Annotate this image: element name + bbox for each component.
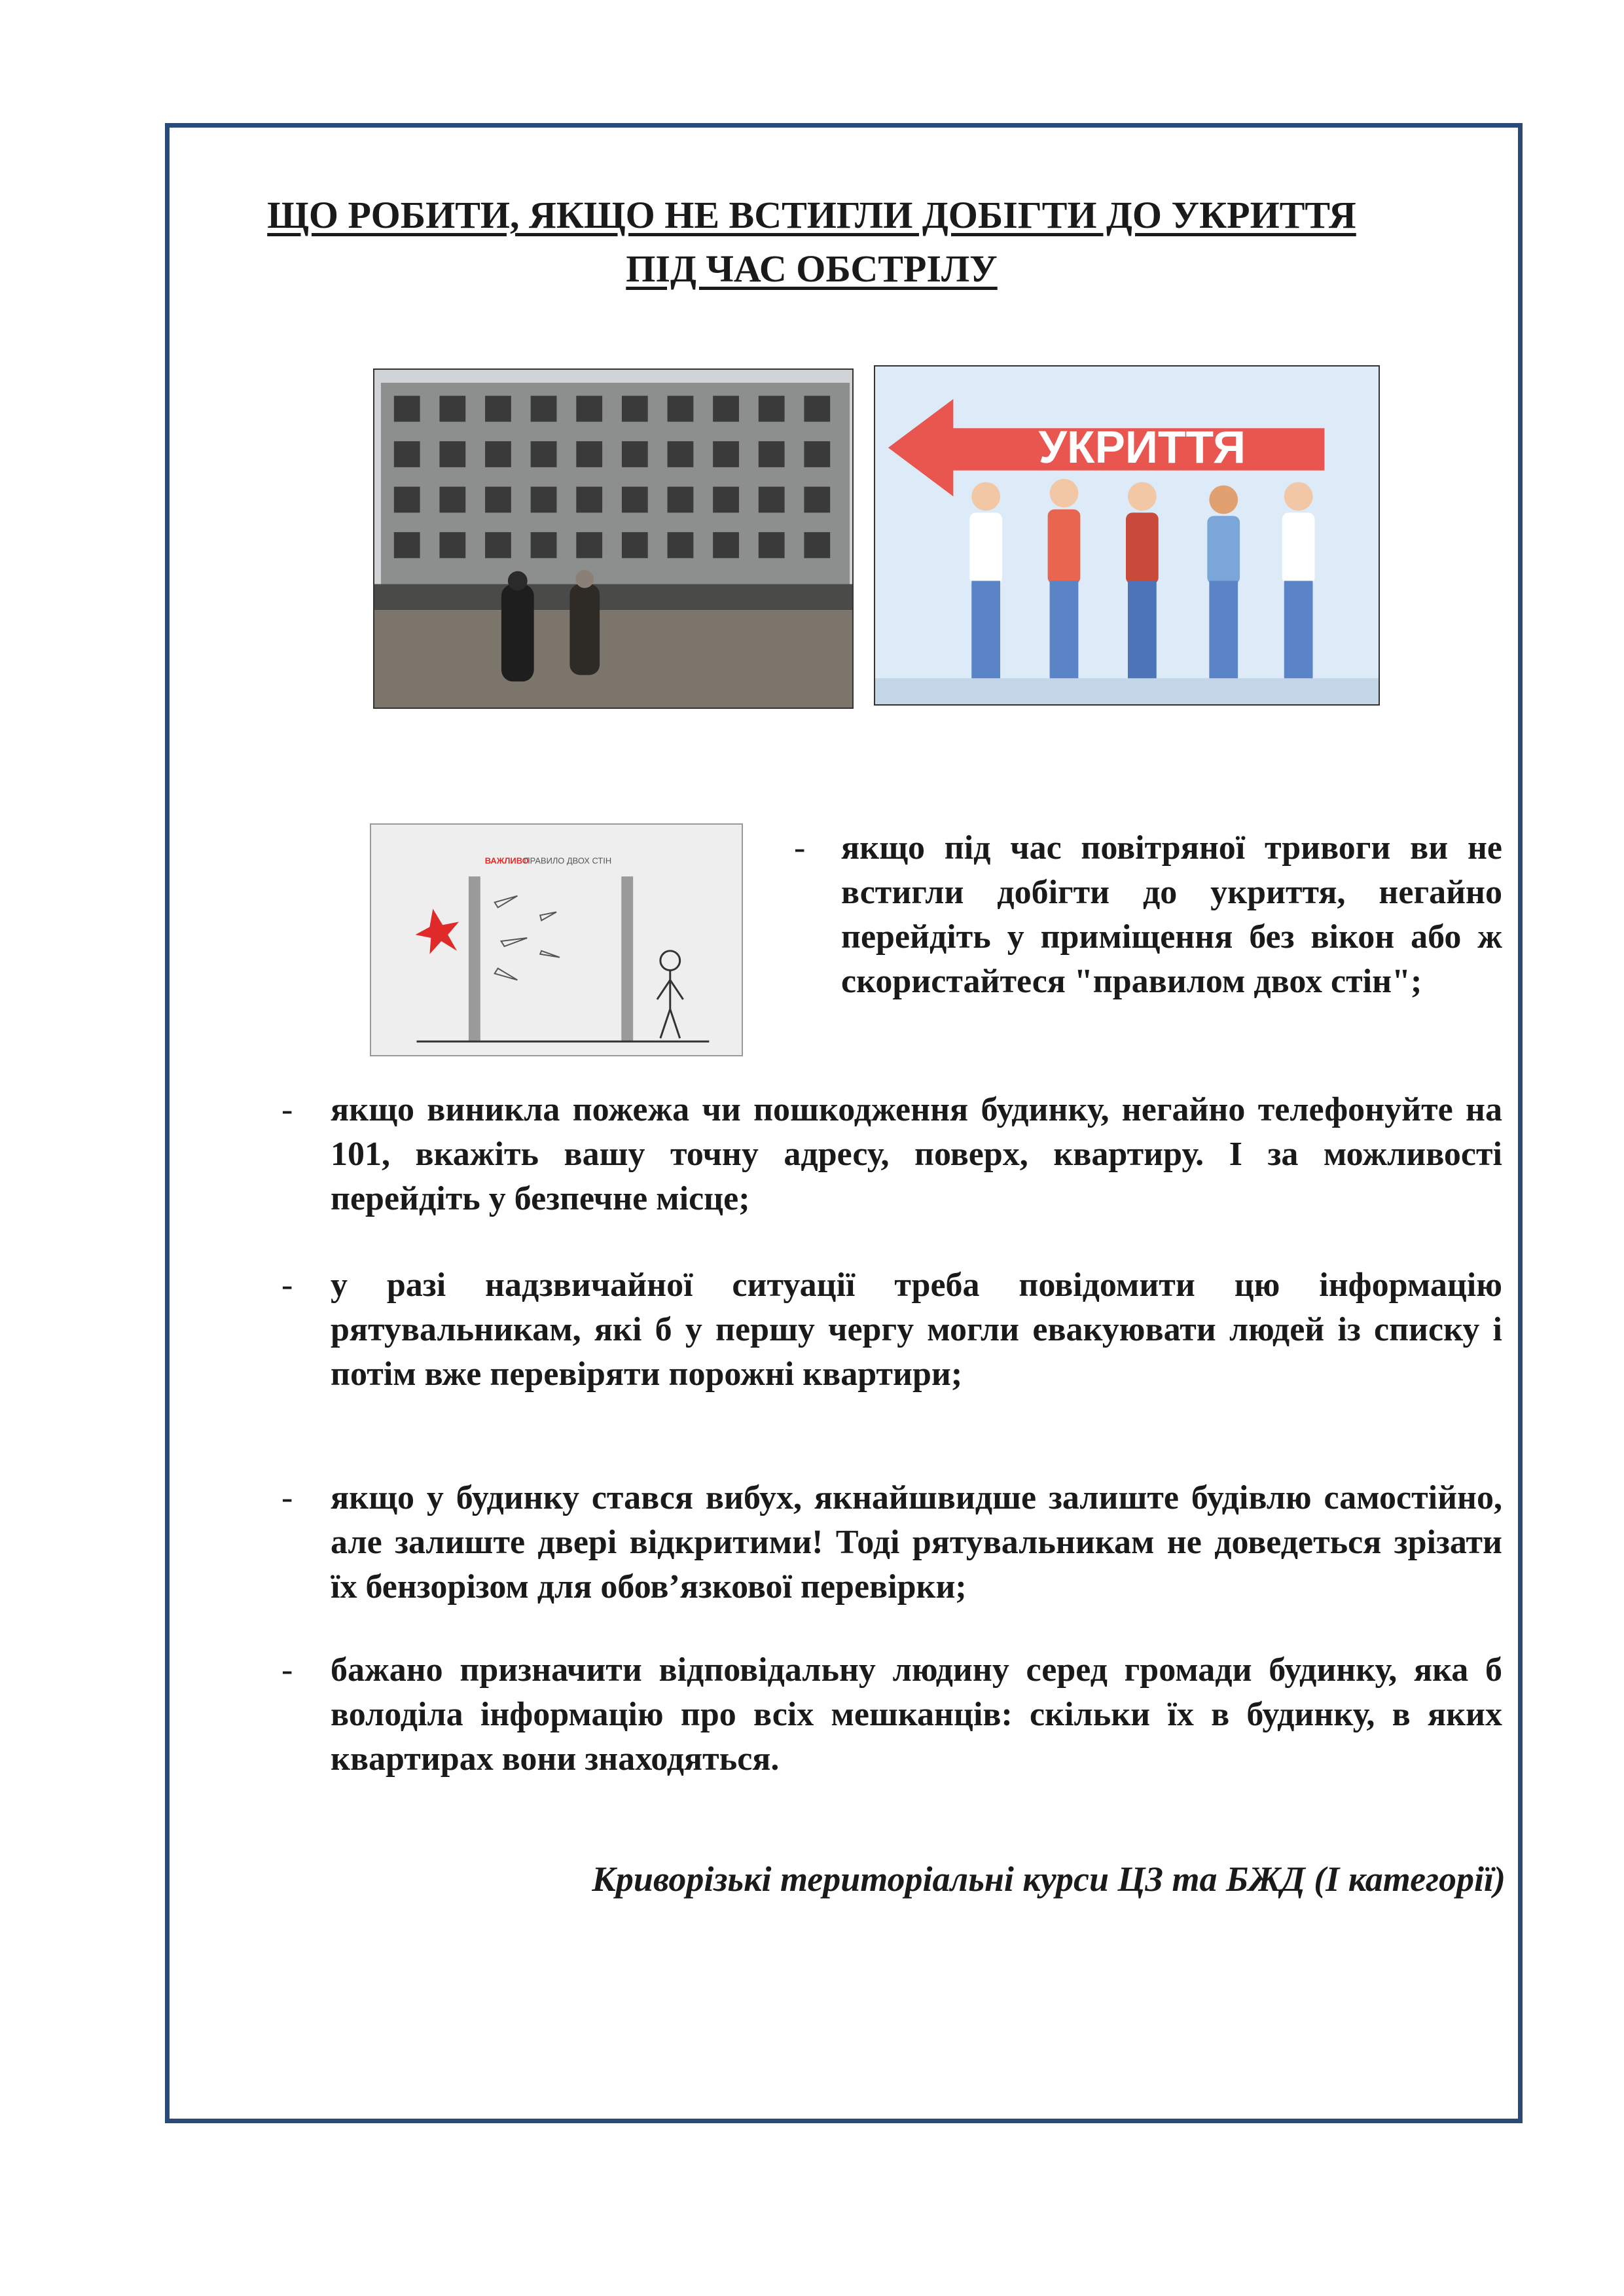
title-line-2: ПІД ЧАС ОБСТРІЛУ: [626, 247, 998, 290]
bullet-dash: -: [281, 1266, 293, 1304]
title-line-1: ЩО РОБИТИ, ЯКЩО НЕ ВСТИГЛИ ДОБІГТИ ДО УКРИТТЯ: [267, 194, 1356, 236]
list-item: [281, 1088, 1502, 1221]
list-item: [794, 826, 1502, 1004]
damaged-building-photo: [373, 368, 854, 709]
bullet-dash: -: [794, 829, 806, 867]
page-title: [196, 188, 1427, 296]
bullet-dash: -: [281, 1479, 293, 1516]
bullet-dash: -: [281, 1651, 293, 1689]
bullet-dash: -: [281, 1091, 293, 1128]
twowalls-caption-red: ВАЖЛИВО: [484, 855, 529, 866]
shelter-sign-text: УКРИТТЯ: [1038, 421, 1246, 473]
list-item: [281, 1648, 1502, 1782]
bullet-text: якщо у будинку стався вибух, якнайшвидше залиште будівлю самостійно, але залиште двері відкритими! Тоді рятувальникам не доведеться зрізати їх бензорізом для обов’язкової перевірки;: [331, 1479, 1502, 1605]
list-item: [281, 1476, 1502, 1609]
damaged-building-illustration: [374, 370, 852, 708]
two-walls-rule-drawing: [371, 825, 742, 1055]
two-walls-rule-image: [370, 823, 743, 1056]
bullet-text: у разі надзвичайної ситуації треба повідомити цю інформацію рятувальникам, які б у першу чергу могли евакуювати людей із списку і потім вже перевіряти порожні квартири;: [331, 1266, 1502, 1393]
bullet-text: якщо виникла пожежа чи пошкодження будинку, негайно телефонуйте на 101, вкажіть вашу точну адресу, поверх, квартиру. І за можливості перейдіть у безпечне місце;: [331, 1091, 1502, 1217]
list-item: [281, 1263, 1502, 1397]
bullet-text: якщо під час повітряної тривоги ви не встигли добігти до укриття, негайно перейдіть у приміщення без вікон або ж скористайтеся "правилом двох стін";: [841, 829, 1502, 1000]
author-signature: Криворізькі територіальні курси ЦЗ та БЖД (І категорії): [592, 1859, 1506, 1899]
bullet-text: бажано призначити відповідальну людину серед громади будинку, яка б володіла інформацію про всіх мешканців: скільки їх в будинку, в яких квартирах вони знаходяться.: [331, 1651, 1502, 1778]
twowalls-caption: ПРАВИЛО ДВОХ СТІН: [524, 855, 612, 866]
shelter-queue-drawing: [875, 367, 1379, 704]
shelter-queue-illustration: [874, 365, 1380, 706]
